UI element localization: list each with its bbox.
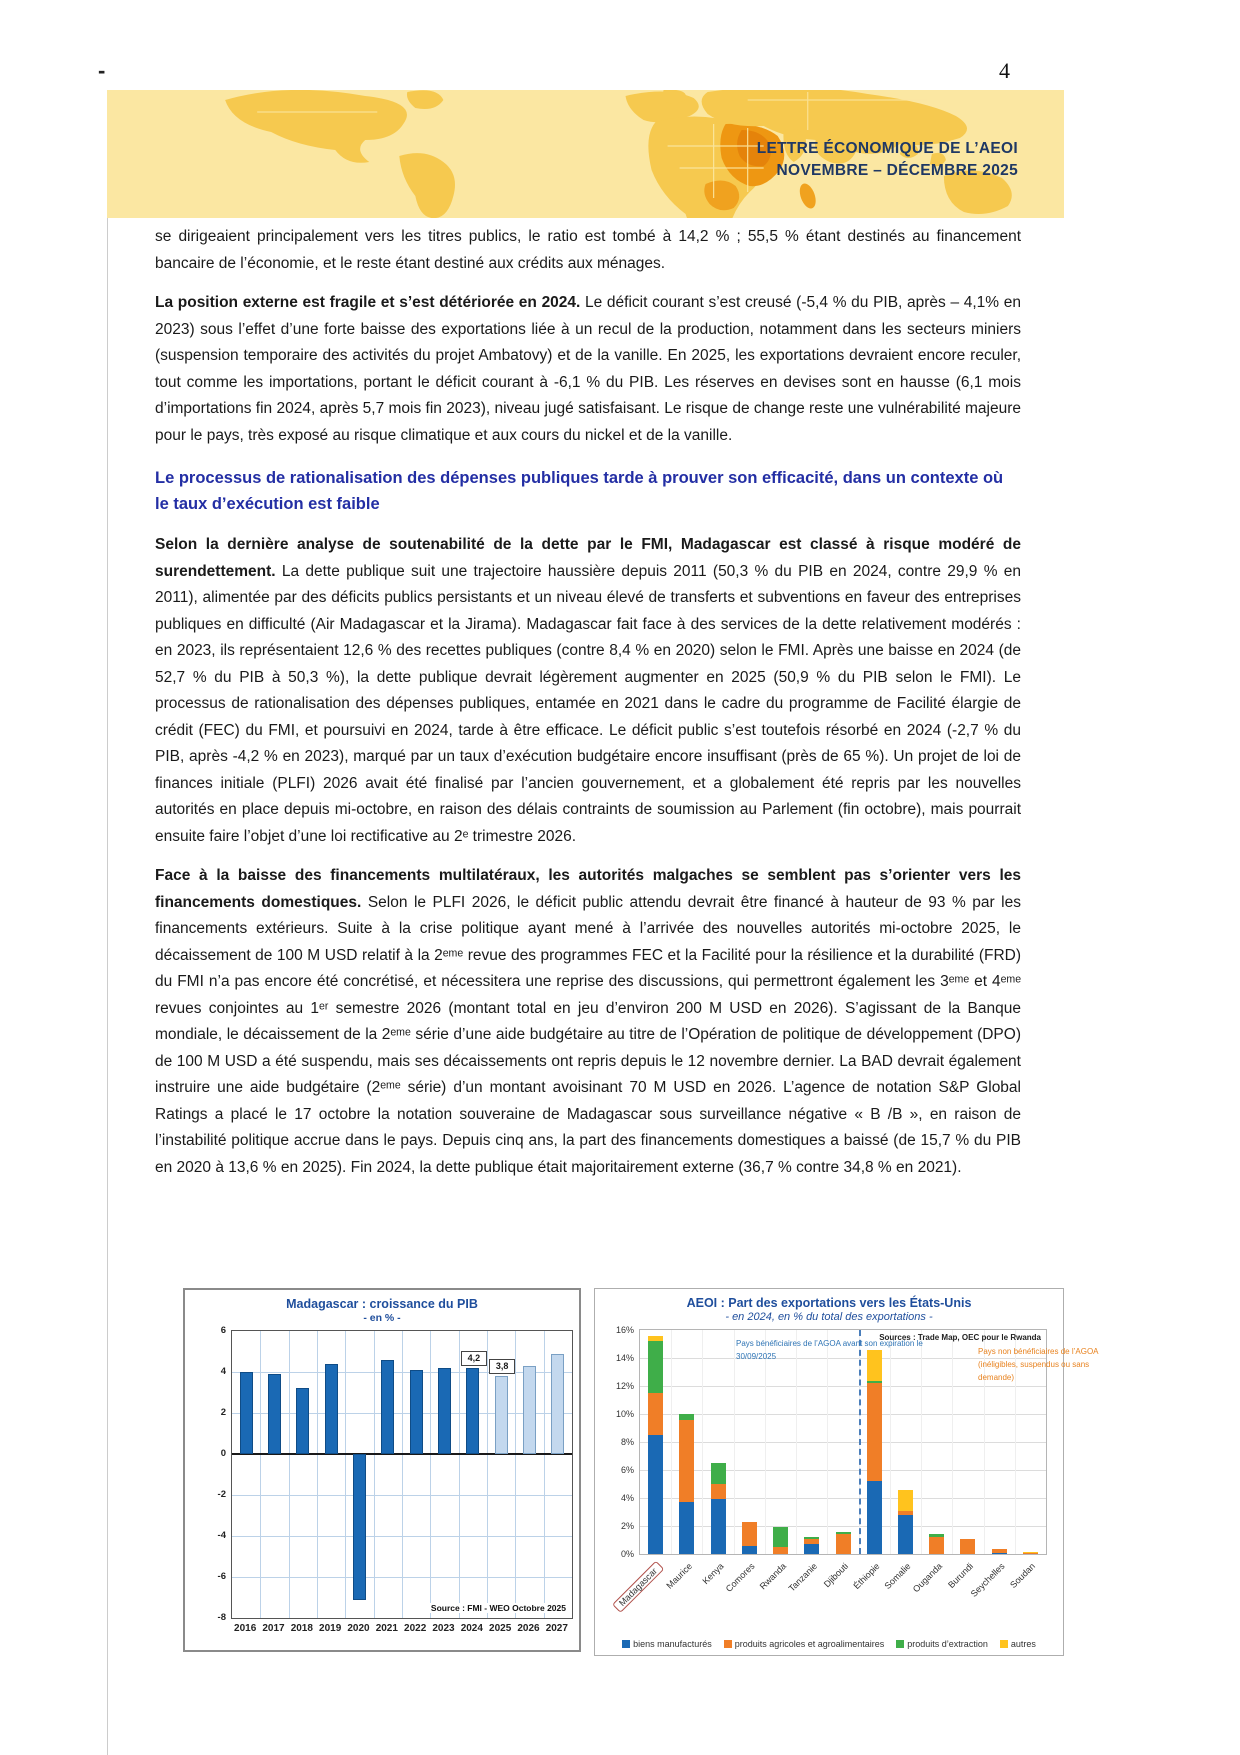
bar-2017 [268,1374,281,1454]
legend-label: autres [1010,1639,1036,1649]
bar-segment-Soudan [1023,1552,1038,1553]
bar-segment-Seychelles [992,1553,1007,1554]
chart-subtitle: - en % - [363,1312,401,1324]
legend-item [622,1639,712,1649]
gridline [640,1526,1046,1527]
gridline [402,1331,403,1618]
charts-row [183,1288,1099,1656]
bar-segment-Burundi [960,1539,975,1554]
y-axis-label: 6% [620,1465,634,1475]
bar-segment-Comores [742,1546,757,1554]
bar-2027 [551,1354,564,1454]
x-axis-label: Comores [723,1561,757,1594]
data-label: 4,2 [461,1351,487,1366]
chart-subtitle: - en 2024, en % du total des exportations - [725,1311,933,1323]
bar-segment-Maurice [679,1502,694,1554]
legend-item [1000,1639,1036,1649]
exports-legend [595,1639,1063,1649]
gridline [671,1330,672,1554]
gridline [921,1330,922,1554]
x-axis-label: 2019 [319,1623,342,1634]
paragraph-lead: Face à la baisse des financements multilatéraux, les autorités malgaches se semblent pas s’orienter vers les financements domestiques. [155,867,1021,911]
paragraph-text: Selon le PLFI 2026, le déficit public attendu devrait être financé à hauteur de 93 % par les financements extérieurs. Suite à la crise politique ayant mené à l’arrivée des nouvelles autorités mi-octobre 2025, le décaissement de 100 M USD relatif à la 2ᵉᵐᵉ revue des programmes FEC et la Facilité pour la résilience et la durabilité (FRD) du FMI n’a pas encore été concrétisé, et nécessitera une reprise des discussions, qui permettront également les 3ᵉᵐᵉ et 4ᵉᵐᵉ revues conjointes au 1ᵉʳ semestre 2026 (montant total en jeu d’environ 200 M USD en 2026). S’agissant de la Banque mondiale, le décaissement de la 2ᵉᵐᵉ série d’une aide budgétaire au titre de l’Opération de politique de développement (DPO) de 100 M USD a été suspendu, mais ses décaissements ont repris depuis le 12 novembre dernier. La BAD devrait également instruire une aide budgétaire (2ᵉᵐᵉ série) d’un montant avoisinant 70 M USD en 2026. L’agence de notation S&P Global Ratings a placé le 17 octobre la notation souveraine de Madagascar sous surveillance négative « B /B », en raison de l’instabilité politique accrue dans le pays. Depuis cinq ans, la part des financements domestiques a baissé (de 15,7 % du PIB en 2020 à 13,6 % en 2025). Fin 2024, la dette publique était majoritairement externe (36,7 % contre 34,8 % en 2021). [155,893,1021,1176]
newsletter-title [757,138,1018,183]
paragraph-lead: Selon la dernière analyse de soutenabilité de la dette par le FMI, Madagascar est classé à risque modéré de surendettement. [155,536,1021,580]
y-axis-label: 12% [615,1381,634,1391]
paragraph-debt [155,532,1021,850]
gridline [640,1470,1046,1471]
x-axis-label: 2022 [404,1623,427,1634]
bar-segment-Rwanda [773,1547,788,1554]
gridline [765,1330,766,1554]
y-axis-label: 0% [620,1549,634,1559]
chart-title: Madagascar : croissance du PIB [286,1297,478,1311]
agoa-non-beneficiaries-annotation: Pays non bénéficiaires de l’AGOA (inéligibles, suspendus ou sans demande) [978,1347,1099,1382]
bar-segment-Djibouti [836,1532,851,1534]
bar-segment-Éthiopie [867,1481,882,1554]
gridline [827,1330,828,1554]
exports-chart [594,1288,1099,1656]
x-axis-label: 2027 [545,1623,568,1634]
bar-segment-Comores [742,1522,757,1546]
bar-2019 [325,1364,338,1454]
gridline [345,1331,346,1618]
x-axis-label: 2017 [262,1623,285,1634]
y-axis-label: -4 [217,1530,226,1541]
x-axis-label: Rwanda [757,1561,788,1592]
bar-2022 [410,1370,423,1454]
x-axis-label: 2021 [375,1623,398,1634]
paragraph-lead: La position externe est fragile et s’est détériorée en 2024. [155,294,581,311]
bar-segment-Madagascar [648,1336,663,1342]
chart-title: AEOI : Part des exportations vers les États-Unis [686,1296,972,1310]
paragraph-intro: se dirigeaient principalement vers les titres publics, le ratio est tombé à 14,2 % ; 55,5 % étant destinés au financement bancaire de l’économie, et le reste étant destiné aux crédits aux ménages. [155,228,1021,272]
bar-2024 [466,1368,479,1454]
agoa-beneficiaries-annotation: Pays bénéficiaires de l’AGOA avant son expiration le 30/09/2025 [736,1339,923,1361]
gridline [374,1331,375,1618]
bar-segment-Kenya [711,1463,726,1484]
bar-2021 [381,1360,394,1454]
bar-segment-Madagascar [648,1393,663,1435]
gridline [260,1331,261,1618]
y-axis-label: 2 [220,1407,226,1418]
x-axis-label: Tanzanie [786,1561,819,1594]
bar-segment-Soudan [1023,1553,1038,1554]
y-axis-label: -2 [217,1489,226,1500]
gridline [640,1498,1046,1499]
gridline [289,1331,290,1618]
x-axis-label: Éthiopie [851,1561,882,1592]
gridline [702,1330,703,1554]
x-axis-label: Burundi [945,1561,976,1591]
gdp-plot-area [217,1325,573,1623]
bar-segment-Tanzanie [804,1539,819,1545]
bar-segment-Tanzanie [804,1537,819,1538]
bar-segment-Madagascar [648,1341,663,1393]
x-axis-label: 2016 [234,1623,257,1634]
bar-2023 [438,1368,451,1454]
paragraph-financing [155,863,1021,1181]
bar-2026 [523,1366,536,1454]
chart-source: Sources : Trade Map, OEC pour le Rwanda [879,1333,1041,1342]
page-number: 4 [999,58,1010,83]
gridline [890,1330,891,1554]
legend-label: produits d’extraction [907,1639,988,1649]
bar-segment-Somalie [898,1490,913,1511]
bar-segment-Djibouti [836,1534,851,1554]
legend-label: biens manufacturés [633,1639,712,1649]
gridline [544,1331,545,1618]
agoa-divider-line [859,1330,861,1554]
bar-2020 [353,1454,366,1600]
y-axis-label: 16% [615,1325,634,1335]
bar-segment-Rwanda [773,1527,788,1547]
x-axis-label: Djibouti [821,1561,851,1590]
x-axis-label: 2025 [489,1623,512,1634]
bar-segment-Somalie [898,1511,913,1515]
exports-plot-area [615,1325,1099,1609]
data-label: 3,8 [489,1359,515,1374]
y-axis-label: 4% [620,1493,634,1503]
legend-swatch [724,1640,732,1648]
gridline [796,1330,797,1554]
left-margin-rule [107,218,108,1755]
gridline [640,1442,1046,1443]
gdp-x-axis [185,1623,579,1639]
paragraph-text: Le déficit courant s’est creusé (-5,4 % du PIB, après – 4,1% en 2023) sous l’effet d’une forte baisse des exportations liée à un recul de la production, notamment dans les secteurs miniers (suspension temporaire des activités du projet Ambatovy) et de la vanille. En 2025, les exportations devraient encore reculer, tout comme les importations, portant le déficit courant à -6,1 % du PIB. Les réserves en devises sont en hausse (6,1 mois d’importations fin 2024, après 5,7 mois fin 2023), niveau jugé satisfaisant. Le risque de change reste une vulnérabilité majeure pour le pays, très exposé au risque climatique et aux cours du nickel et de la vanille. [155,294,1021,444]
newsletter-title-line1: LETTRE ÉCONOMIQUE DE L’AEOI [756,140,1018,157]
x-axis-label: Madagascar [612,1561,664,1613]
bar-segment-Maurice [679,1420,694,1503]
bar-segment-Madagascar [648,1435,663,1554]
legend-swatch [896,1640,904,1648]
x-axis-label: Ouganda [910,1561,944,1595]
bar-segment-Kenya [711,1484,726,1499]
y-axis-label: 4 [220,1366,226,1377]
x-axis-label: Somalie [882,1561,913,1592]
newsletter-title-line2: NOVEMBRE – DÉCEMBRE 2025 [776,162,1018,180]
gdp-growth-chart [183,1288,581,1652]
gridline [640,1386,1046,1387]
y-axis-label: 10% [615,1409,634,1419]
x-axis-label: 2024 [460,1623,483,1634]
bar-segment-Éthiopie [867,1350,882,1381]
bar-segment-Tanzanie [804,1544,819,1554]
bar-segment-Kenya [711,1499,726,1554]
section-heading: Le processus de rationalisation des dépenses publiques tarde à prouver son efficacité, dans un contexte où le taux d’exécution est faible [155,469,1004,513]
x-axis-label: Seychelles [968,1561,1007,1599]
paragraph-external-position [155,290,1021,449]
legend-label: produits agricoles et agroalimentaires [734,1639,885,1649]
legend-item [896,1639,988,1649]
x-axis-label: 2023 [432,1623,455,1634]
gridline [952,1330,953,1554]
x-axis-label: Maurice [664,1561,694,1591]
y-axis-label: 8% [620,1437,634,1447]
bar-segment-Ouganda [929,1534,944,1537]
corner-dash: - [98,58,106,83]
gridline [640,1414,1046,1415]
y-axis-label: -8 [217,1612,226,1623]
chart-source: Source : FMI - WEO Octobre 2025 [430,1603,566,1613]
article-body [155,224,1021,1194]
x-axis-label: Kenya [700,1561,726,1587]
legend-swatch [622,1640,630,1648]
zero-axis [232,1453,572,1455]
bar-segment-Somalie [898,1515,913,1554]
x-axis-label: Soudan [1008,1561,1038,1591]
gridline [459,1331,460,1618]
gridline [487,1331,488,1618]
bar-segment-Éthiopie [867,1381,882,1383]
bar-segment-Ouganda [929,1537,944,1554]
y-axis-label: 2% [620,1521,634,1531]
bar-2018 [296,1388,309,1454]
y-axis-label: -6 [217,1571,226,1582]
bar-segment-Éthiopie [867,1383,882,1481]
gridline [430,1331,431,1618]
gridline [317,1331,318,1618]
y-axis-label: 6 [220,1325,226,1336]
x-axis-label: 2018 [290,1623,313,1634]
x-axis-label: 2026 [517,1623,540,1634]
bar-2016 [240,1372,253,1454]
bar-segment-Maurice [679,1414,694,1420]
gridline [515,1331,516,1618]
y-axis-label: 14% [615,1353,634,1363]
x-axis-label: 2020 [347,1623,370,1634]
gridline [734,1330,735,1554]
bar-2025 [495,1376,508,1454]
header-banner [107,90,1064,218]
bar-segment-Seychelles [992,1549,1007,1553]
legend-swatch [1000,1640,1008,1648]
legend-item [724,1639,885,1649]
y-axis-label: 0 [220,1448,226,1459]
paragraph-text: La dette publique suit une trajectoire haussière depuis 2011 (50,3 % du PIB en 2024, contre 29,9 % en 2011), alimentée par des déficits publics persistants et un niveau élevé de transferts et subventions en faveur des entreprises publiques en difficulté (Air Madagascar et la Jirama). Madagascar fait face à des services de la dette relativement modérés : en 2023, ils représentaient 12,6 % des recettes publiques (contre 8,4 % en 2020) selon le FMI. Après une baisse en 2024 (de 52,7 % du PIB à 50,3 %), la dette publique devrait légèrement augmenter en 2025 (50,9 % du PIB selon le FMI). Le processus de rationalisation des dépenses publiques, entamée en 2021 dans le cadre du programme de Facilité élargie de crédit (FEC) du FMI, et poursuivi en 2024, tarde à être efficace. Le déficit public s’est toutefois résorbé en 2024 (-2,7 % du PIB, après -4,2 % en 2023), marqué par un taux d’exécution budgétaire encore insuffisant (près de 65 %). Un projet de loi de finances initiale (PLFI) 2026 avait été finalisé par l’ancien gouvernement, et a globalement été repris par les nouvelles autorités en place depuis mi-octobre, en raison des délais contraints de soumission au Parlement (fin octobre), mais pourrait ensuite faire l’objet d’une loi rectificative au 2ᵉ trimestre 2026. [155,562,1021,845]
